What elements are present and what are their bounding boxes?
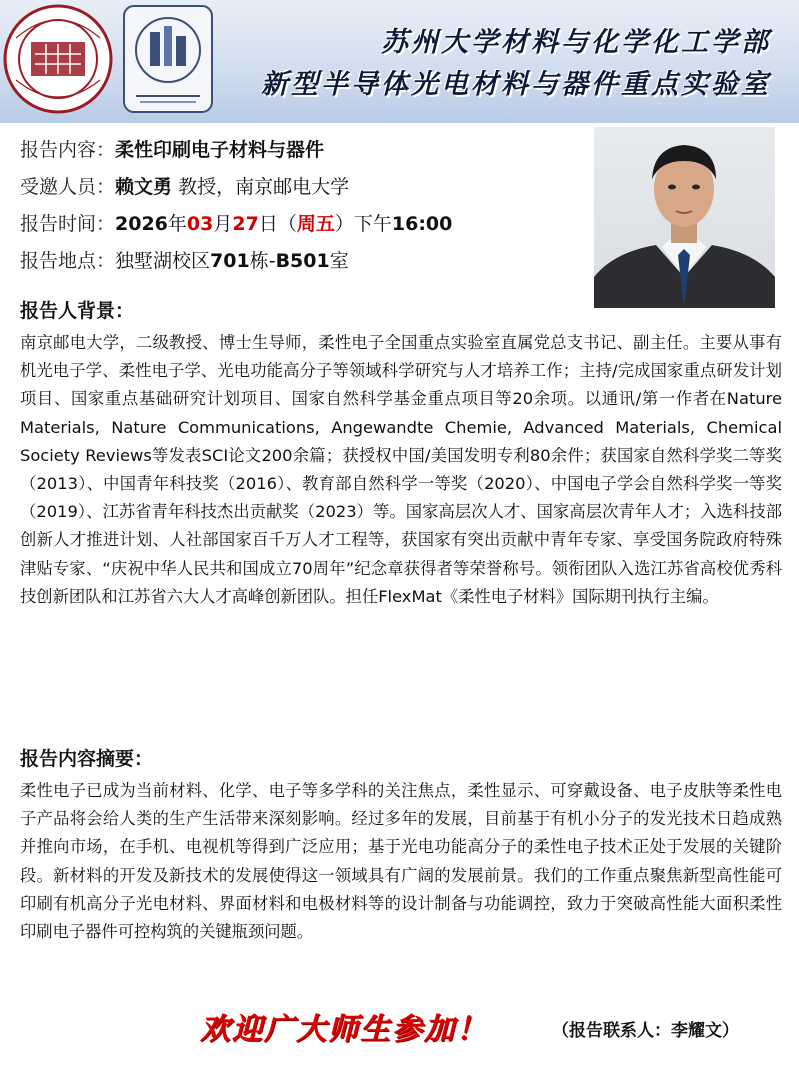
place-building: 701 (210, 250, 250, 272)
place-room: B501 (275, 250, 330, 272)
time-weekday: 周五 (296, 213, 335, 235)
speaker-name: 赖文勇 (115, 176, 173, 198)
soochow-university-logo (2, 2, 114, 116)
time-year: 2026 (115, 213, 168, 235)
abstract-paragraph: 柔性电子已成为当前材料、化学、电子等多学科的关注焦点，柔性显示、可穿戴设备、电子皮肤等柔性电子产品将会给人类的生产生活带来深刻影响。经过多年的发展，目前基于有机小分子的发光技术日趋成熟并推向市场，在手机、电视机等得到广泛应用；基于光电功能高分子的柔性电子技术正处于发展的关键阶段。新材料的开发及新技术的发展使得这一领域具有广阔的发展前景。我们的工作重点聚焦新型高性能可印刷有机高分子光电材料、界面材料和电极材料等的设计制备与功能调控，致力于突破高性能大面积柔性印刷电子器件可控构筑的关键瓶颈问题。 (20, 781, 782, 942)
bio-heading: 报告人背景： (20, 300, 135, 322)
place-label: 报告地点： (20, 250, 116, 272)
speaker-label: 受邀人员： (20, 176, 116, 198)
time-day-unit: 日（ (258, 213, 297, 235)
speaker-affiliation: 教授，南京邮电大学 (172, 176, 350, 198)
place-suffix: 室 (329, 250, 349, 272)
time-close: ）下午 (334, 213, 392, 235)
welcome-banner: 欢迎广大师生参加！ (200, 1012, 488, 1047)
header-title-line2: 新型半导体光电材料与器件重点实验室 (261, 69, 771, 100)
time-month: 03 (186, 213, 214, 235)
content-label: 报告内容： (20, 139, 116, 161)
abstract-heading: 报告内容摘要： (20, 748, 154, 770)
header-title-line1: 苏州大学材料与化学化工学部 (381, 27, 771, 58)
header-banner (0, 0, 799, 123)
time-year-unit: 年 (167, 213, 187, 235)
contact-person: （报告联系人：李耀文） (552, 1021, 739, 1041)
time-clock: 16:00 (391, 213, 453, 235)
place-prefix: 独墅湖校区 (115, 250, 211, 272)
speaker-photo (594, 127, 775, 308)
info-row-time (20, 211, 452, 237)
bio-paragraph: 南京邮电大学，二级教授、博士生导师，柔性电子全国重点实验室直属党总支书记、副主任。主要从事有机光电子学、柔性电子学、光电功能高分子等领域科学研究与人才培养工作；主持/完成国家重点研发计划项目、国家重点基础研究计划项目、国家自然科学基金重点项目等20余项。以通讯/第一作者在Nature Materials, Nature Communications, Angewandte Chemie, Advanced Materials, Chemical Society Reviews等发表SCI论文200余篇；获授权中国/美国发明专利80余件；获国家自然科学奖二等奖（2013）、中国青年科技奖（2016）、教育部自然科学一等奖（2020）、中国电子学会自然科学奖一等奖（2019）、江苏省青年科技杰出贡献奖（2023）等。国家高层次人才、国家高层次青年人才；入选科技部创新人才推进计划、人社部国家百千万人才工程等，获国家有突出贡献中青年专家、享受国务院政府特殊津贴专家、“庆祝中华人民共和国成立70周年”纪念章获得者等荣誉称号。领衔团队入选江苏省高校优秀科技创新团队和江苏省六大人才高峰创新团队。担任FlexMat《柔性电子材料》国际期刊执行主编。 (20, 333, 782, 606)
time-month-unit: 月 (213, 213, 233, 235)
key-laboratory-logo (120, 2, 216, 116)
content-value: 柔性印刷电子材料与器件 (115, 139, 325, 161)
info-row-place (20, 248, 349, 274)
time-day: 27 (232, 213, 259, 235)
info-row-speaker (20, 174, 349, 200)
place-mid: 栋- (249, 250, 276, 272)
info-row-content (20, 137, 324, 163)
time-label: 报告时间： (20, 213, 116, 235)
